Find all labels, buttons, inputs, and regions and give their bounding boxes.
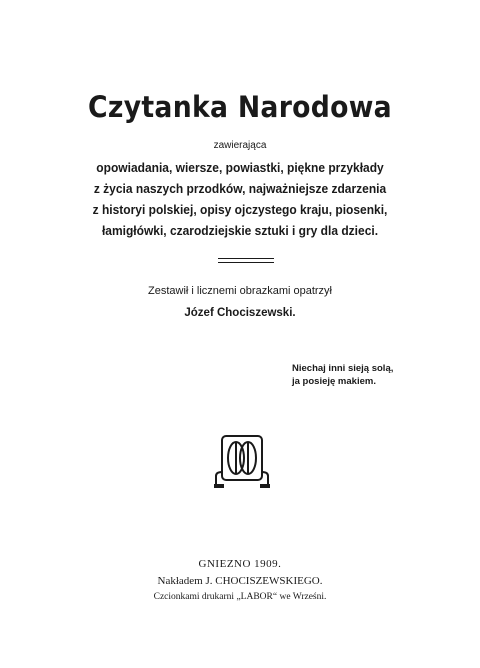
book-description (10, 158, 471, 242)
compiler-credit: Zestawił i licznemi obrazkami opatrzył (148, 285, 332, 297)
description-line: łamigłówki, czarodziejskie sztuki i gry dla dzieci. (101, 224, 379, 238)
description-line: z historyi polskiej, opisy ojczystego kraju, piosenki, (92, 203, 388, 217)
motto (292, 362, 393, 388)
motto-line: ja posieję makiem. (292, 376, 376, 387)
author-name: Józef Chociszewski. (184, 307, 296, 319)
book-title: Czytanka Narodowa (88, 90, 392, 124)
imprint-city-year: GNIEZNO 1909. (198, 558, 282, 570)
imprint-printer: Czcionkami drukarni „LABOR“ we Wrześni. (153, 592, 327, 602)
imprint-publisher: Nakładem J. CHOCISZEWSKIEGO. (157, 575, 323, 587)
description-line: z życia naszych przodków, najważniejsze zdarzenia (93, 182, 387, 196)
divider-rule-bottom (218, 262, 274, 263)
motto-line: Niechaj inni sieją solą, (292, 363, 394, 374)
description-line: opowiadania, wiersze, powiastki, piękne przykłady (96, 161, 384, 175)
divider-rule-top (218, 258, 274, 259)
book-subtitle: zawierająca (213, 140, 267, 151)
ornament-icon (214, 430, 270, 490)
